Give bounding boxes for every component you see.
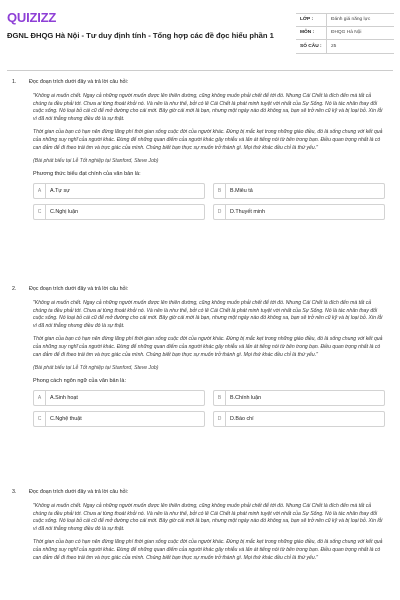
meta-value: Đánh giá năng lực [326, 14, 394, 26]
option-text: D.Thuyết minh [230, 209, 266, 216]
question-prompt: Phương thức biểu đạt chính của văn bản là: [33, 171, 141, 178]
question-text: Đọc đoạn trích dưới đây và trả lời câu hỏi: [29, 79, 129, 85]
question-prompt: Phong cách ngôn ngữ của văn bản là: [33, 378, 126, 385]
passage-paragraph: Thời gian của bạn có hạn nên đừng lãng phí thời gian sống cuộc đời của người khác. Đừng bị mắc kẹt trong những giáo điều, đó là sống chung với kết quả của những suy nghĩ của người khác. Đừng để những quan điểm của người khác gây nhiễu và lấn át tiếng nói từ bên trong bạn. Điều quan trọng nhất là có can đảm để đi theo trái tim và trực giác của mình. Chúng biết bạn thực sự muốn trở thành gì. Mọi thứ khác đều chỉ là thứ yếu." [33, 336, 383, 358]
question-header [7, 79, 393, 85]
document-title: ĐGNL ĐHQG Hà Nội - Tư duy định tính - Tổng hợp các đề đọc hiểu phần 1 [7, 31, 274, 40]
option-text: B.Miêu tả [230, 188, 253, 195]
question-text: Đọc đoạn trích dưới đây và trả lời câu hỏi: [29, 489, 129, 495]
option-letter: D [214, 205, 226, 219]
passage-paragraph: "Không ai muốn chết. Ngay cả những người muốn được lên thiên đường, cũng không muốn phải chết để tới đó. Nhưng Cái Chết là đích đến mà tất cả chúng ta đều phải tới. Chưa ai từng thoát khỏi nó. Và nên là như thế, bởi có lẽ Cái Chết là phát minh tuyệt vời nhất của Sự Sống. Nó là tác nhân thay đổi cuộc sống. Nó loại bỏ cái cũ để mở đường cho cái mới. Bây giờ cái mới là bạn, nhưng một ngày nào đó không xa, bạn sẽ trở nên cũ kỹ và bị loại bỏ. Xin lỗi vì đã nói thẳng nhưng điều đó là sự thật. [33, 93, 383, 122]
option-a[interactable] [33, 183, 205, 199]
answer-options [33, 390, 385, 427]
option-b[interactable] [213, 390, 385, 406]
passage [33, 503, 385, 562]
question-number: 1. [12, 79, 17, 85]
passage-source: (Bài phát biểu tại Lễ Tốt nghiệp tại Stanford, Steve Job) [33, 365, 159, 372]
option-letter: C [34, 205, 46, 219]
option-text: C.Nghị luận [50, 209, 79, 216]
passage-paragraph: "Không ai muốn chết. Ngay cả những người muốn được lên thiên đường, cũng không muốn phải chết để tới đó. Nhưng Cái Chết là đích đến mà tất cả chúng ta đều phải tới. Chưa ai từng thoát khỏi nó. Và nên là như thế, bởi có lẽ Cái Chết là phát minh tuyệt vời nhất của Sự Sống. Nó là tác nhân thay đổi cuộc sống. Nó loại bỏ cái cũ để mở đường cho cái mới. Bây giờ cái mới là bạn, nhưng một ngày nào đó không xa, bạn sẽ trở nên cũ kỹ và bị loại bỏ. Xin lỗi vì đã nói thẳng nhưng điều đó là sự thật. [33, 503, 383, 532]
passage-source: (Bài phát biểu tại Lễ Tốt nghiệp tại Stanford, Steve Job) [33, 158, 159, 165]
meta-label: LỚP : [300, 17, 314, 23]
option-c[interactable] [33, 411, 205, 427]
option-text: C.Nghệ thuật [50, 416, 82, 423]
question-2 [7, 286, 393, 427]
option-text: A.Tự sự [50, 188, 70, 195]
meta-value: 25 [326, 40, 394, 53]
option-letter: A [34, 184, 46, 198]
meta-value: ĐHQG Hà Nội [326, 27, 394, 40]
option-letter: B [214, 184, 226, 198]
option-d[interactable] [213, 204, 385, 220]
passage-paragraph: Thời gian của bạn có hạn nên đừng lãng phí thời gian sống cuộc đời của người khác. Đừng bị mắc kẹt trong những giáo điều, đó là sống chung với kết quả của những suy nghĩ của người khác. Đừng để những quan điểm của người khác gây nhiễu và lấn át tiếng nói từ bên trong bạn. Điều quan trọng nhất là có can đảm để đi theo trái tim và trực giác của mình. Chúng biết bạn thực sự muốn trở thành gì. Mọi thứ khác đều chỉ là thứ yếu." [33, 129, 383, 151]
question-body [33, 300, 385, 427]
quizizz-logo: QUIZIZZ [7, 10, 57, 25]
passage [33, 93, 385, 152]
header [0, 0, 400, 64]
meta-table [296, 13, 394, 54]
option-letter: A [34, 391, 46, 405]
option-d[interactable] [213, 411, 385, 427]
option-text: D.Báo chí [230, 416, 254, 423]
option-text: B.Chính luận [230, 395, 262, 402]
passage-paragraph: Thời gian của bạn có hạn nên đừng lãng phí thời gian sống cuộc đời của người khác. Đừng bị mắc kẹt trong những giáo điều, đó là sống chung với kết quả của những suy nghĩ của người khác. Đừng để những quan điểm của người khác gây nhiễu và lấn át tiếng nói từ bên trong bạn. Điều quan trọng nhất là có can đảm để đi theo trái tim và trực giác của mình. Chúng biết bạn thực sự muốn trở thành gì. Mọi thứ khác đều chỉ là thứ yếu." [33, 539, 383, 561]
option-c[interactable] [33, 204, 205, 220]
passage-paragraph: "Không ai muốn chết. Ngay cả những người muốn được lên thiên đường, cũng không muốn phải chết để tới đó. Nhưng Cái Chết là đích đến mà tất cả chúng ta đều phải tới. Chưa ai từng thoát khỏi nó. Và nên là như thế, bởi có lẽ Cái Chết là phát minh tuyệt vời nhất của Sự Sống. Nó là tác nhân thay đổi cuộc sống. Nó loại bỏ cái cũ để mở đường cho cái mới. Bây giờ cái mới là bạn, nhưng một ngày nào đó không xa, bạn sẽ trở nên cũ kỹ và bị loại bỏ. Xin lỗi vì đã nói thẳng nhưng điều đó là sự thật. [33, 300, 383, 329]
question-header [7, 489, 393, 495]
question-1 [7, 79, 393, 220]
meta-row-class [296, 13, 394, 27]
option-letter: D [214, 412, 226, 426]
meta-row-count [296, 40, 394, 54]
answer-options [33, 183, 385, 220]
option-a[interactable] [33, 390, 205, 406]
question-text: Đọc đoạn trích dưới đây và trả lời câu hỏi: [29, 286, 129, 292]
meta-label: SỐ CÂU : [300, 43, 322, 49]
option-letter: B [214, 391, 226, 405]
header-divider [7, 70, 393, 71]
question-header [7, 286, 393, 292]
question-number: 3. [12, 489, 17, 495]
meta-row-subject [296, 27, 394, 41]
option-text: A.Sinh hoạt [50, 395, 78, 402]
meta-label: MÔN : [300, 30, 315, 36]
option-b[interactable] [213, 183, 385, 199]
question-number: 2. [12, 286, 17, 292]
question-body [33, 93, 385, 220]
question-body [33, 503, 385, 562]
passage [33, 300, 385, 359]
option-letter: C [34, 412, 46, 426]
question-3 [7, 489, 393, 568]
